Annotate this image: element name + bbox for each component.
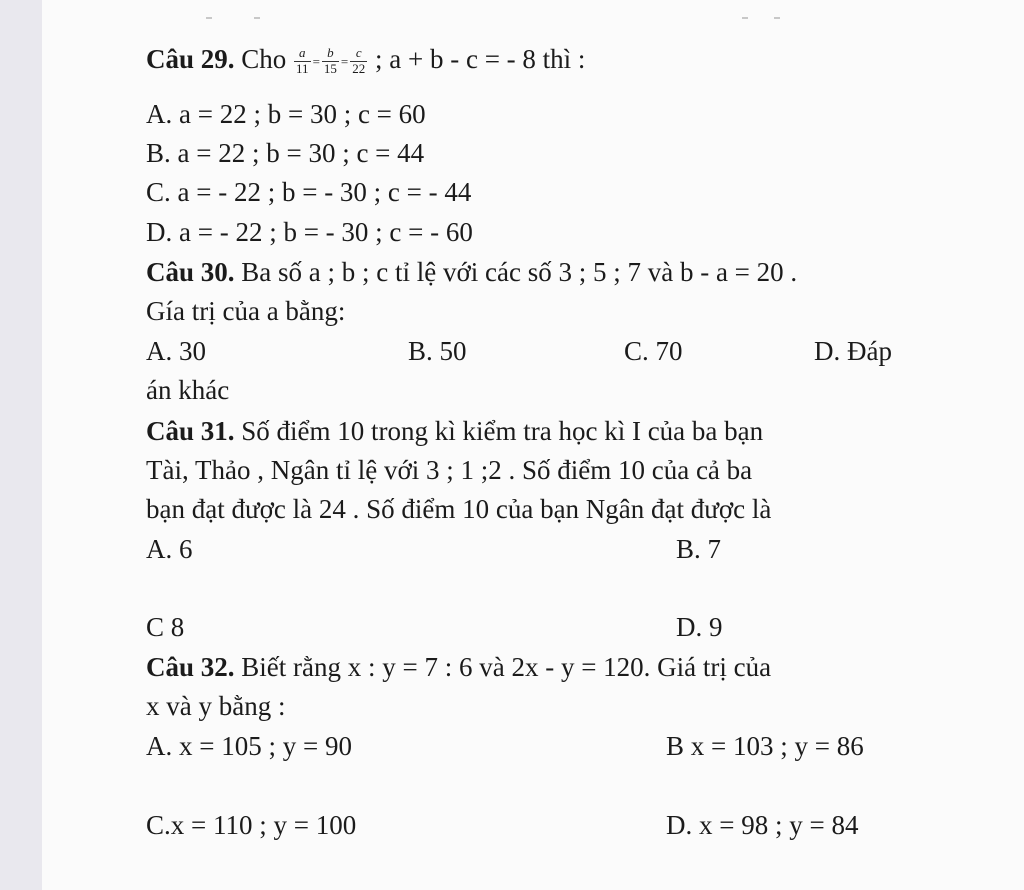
question-29-cho: Cho [241, 44, 287, 74]
question-31-line2: Tài, Thảo , Ngân tỉ lệ với 3 ; 1 ;2 . Số điểm 10 của cả ba [146, 455, 753, 485]
q31-option-d[interactable]: D. 9 [676, 612, 723, 642]
q30-option-d[interactable]: D. Đáp [814, 336, 892, 366]
q29-option-c[interactable]: C. a = - 22 ; b = - 30 ; c = - 44 [146, 177, 472, 207]
fraction-b-over-15: $\frac{b}{15}$ [323, 45, 337, 77]
fraction-c-over-22: $\frac{c}{22}$ [352, 45, 366, 77]
document-page [42, 0, 1024, 890]
question-31 [146, 418, 763, 445]
question-32-line1: Biết rằng x : y = 7 : 6 và 2x - y = 120. Giá trị của [234, 652, 772, 682]
q31-option-b[interactable]: B. 7 [676, 534, 722, 564]
question-29-condition: ; a + b - c = - 8 thì : [375, 44, 586, 74]
q31-option-a[interactable]: A. 6 [146, 534, 193, 564]
question-31-label: Câu 31. [146, 416, 235, 446]
question-32-label: Câu 32. [146, 652, 235, 682]
question-29-label: Câu 29. [146, 44, 235, 74]
q30-option-c[interactable]: C. 70 [624, 336, 683, 366]
question-31-line1: Số điểm 10 trong kì kiểm tra học kì I của ba bạn [234, 416, 764, 446]
q32-option-c[interactable]: C.x = 110 ; y = 100 [146, 810, 357, 840]
question-31-line3: bạn đạt được là 24 . Số điểm 10 của bạn Ngân đạt được là [146, 494, 772, 524]
q32-option-b[interactable]: B x = 103 ; y = 86 [666, 731, 864, 761]
question-30-text-line2: Gía trị của a bằng: [146, 296, 346, 326]
q32-option-d[interactable]: D. x = 98 ; y = 84 [666, 810, 859, 840]
fraction-a-over-11: $\frac{a}{11}$ [296, 45, 309, 77]
q30-option-d-wrap: án khác [146, 375, 230, 405]
question-32 [146, 654, 771, 681]
q29-option-b[interactable]: B. a = 22 ; b = 30 ; c = 44 [146, 138, 425, 168]
question-30 [146, 259, 797, 286]
q31-option-c[interactable]: C 8 [146, 612, 185, 642]
question-32-line2: x và y bằng : [146, 691, 286, 721]
question-30-label: Câu 30. [146, 257, 235, 287]
q29-option-d[interactable]: D. a = - 22 ; b = - 30 ; c = - 60 [146, 217, 473, 247]
q30-option-a[interactable]: A. 30 [146, 336, 206, 366]
q30-option-b[interactable]: B. 50 [408, 336, 467, 366]
question-29: Câu 29. Cho $\frac{a}{11}$ = $\frac{b}{15}$ = $\frac{c}{22}$ ; a + b - c = - 8 thì : [146, 44, 586, 77]
question-30-text: Ba số a ; b ; c tỉ lệ với các số 3 ; 5 ; 7 và b - a = 20 . [234, 257, 798, 287]
q32-option-a[interactable]: A. x = 105 ; y = 90 [146, 731, 352, 761]
q29-option-a[interactable]: A. a = 22 ; b = 30 ; c = 60 [146, 99, 426, 129]
